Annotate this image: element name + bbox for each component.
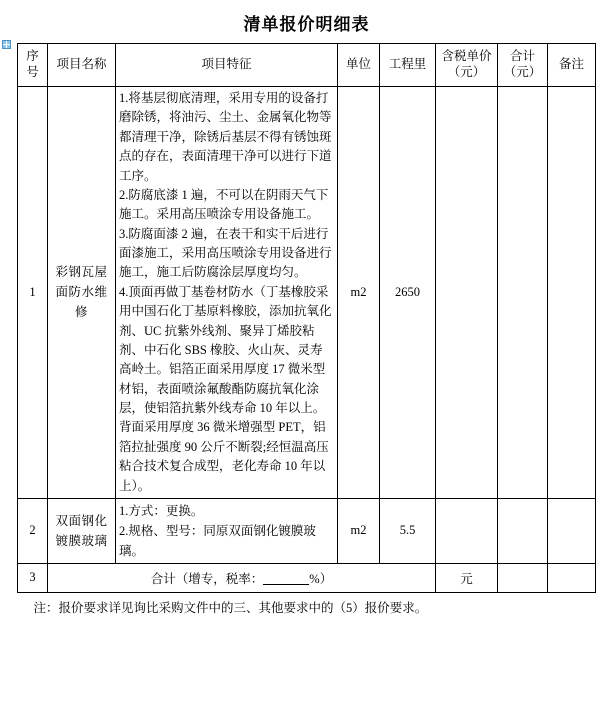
feature-paragraph-3: 3.防腐面漆 2 遍，在表干和实干后进行面漆施工，采用高压喷涂专用设备进行施工，施工后防腐涂层厚度均匀。	[119, 226, 332, 280]
column-header-name: 项目名称	[48, 44, 116, 87]
cell-summary-unit: 元	[436, 563, 498, 592]
column-header-quantity: 工程里	[380, 44, 436, 87]
quote-detail-table	[17, 43, 596, 593]
tax-rate-input[interactable]	[263, 572, 309, 585]
cell-quantity: 5.5	[380, 498, 436, 563]
cell-unit-price[interactable]	[436, 87, 498, 499]
cell-summary-label	[48, 563, 436, 592]
column-header-feature: 项目特征	[116, 44, 338, 87]
feature-paragraph-2: 2.防腐底漆 1 遍，不可以在阴雨天气下施工。采用高压喷涂专用设备施工。	[119, 187, 329, 222]
table-summary-row	[18, 563, 596, 592]
cell-no: 2	[18, 498, 48, 563]
column-header-remark: 备注	[548, 44, 596, 87]
column-header-total-line1: 合计	[509, 49, 535, 64]
feature-paragraph-1: 1.方式：更换。	[119, 503, 204, 518]
page-title: 清单报价明细表	[243, 15, 370, 34]
cell-unit: m2	[338, 87, 380, 499]
feature-paragraph-1: 1.将基层彻底清理，采用专用的设备打磨除锈，将油污、尘土、金属氧化物等都清理干净，除锈后基层不得有锈蚀斑点的存在，表面清理干净可以进行下道工序。	[119, 91, 332, 183]
cell-no: 3	[18, 563, 48, 592]
cell-total[interactable]	[498, 87, 548, 499]
column-header-unit-price-line1: 含税单价	[441, 49, 492, 64]
cell-summary-total[interactable]	[498, 563, 548, 592]
summary-label-suffix: %）	[309, 571, 333, 586]
cell-summary-remark[interactable]	[548, 563, 596, 592]
column-header-total	[498, 44, 548, 87]
cell-unit-price[interactable]	[436, 498, 498, 563]
column-header-total-line2: （元）	[503, 65, 542, 79]
footer-note: 注：报价要求详见询比采购文件中的三、其他要求中的（5）报价要求。	[33, 600, 428, 615]
cell-remark[interactable]	[548, 498, 596, 563]
feature-paragraph-4: 4.顶面再做丁基卷材防水（丁基橡胶采用中国石化丁基原料橡胶，添加抗氧化剂、UC 抗紫外线剂、聚异丁烯胶粘剂、中石化 SBS 橡胶、火山灰、灵寿高岭土。铝箔正面采用厚度 17 微米型材铝，表面喷涂氟酸酯防腐抗氧化涂层，使铝箔抗紫外线寿命 10 年以上。背面采用厚度 36 微米增强型 PET，铝箔拉扯强度 90 公斤不断裂;经恒温高压粘合技术复合成型，老化寿命 10 年以上）。	[119, 284, 332, 493]
column-header-unit-price-line2: （元）	[447, 65, 486, 79]
cell-item-name: 彩钢瓦屋面防水维修	[48, 87, 116, 499]
selection-handle-icon[interactable]	[2, 40, 11, 49]
column-header-no: 序号	[18, 44, 48, 87]
table-header-row	[18, 44, 596, 87]
table-header	[18, 44, 596, 87]
column-header-unit-price	[436, 44, 498, 87]
table-row	[18, 87, 596, 499]
cell-unit: m2	[338, 498, 380, 563]
cell-item-features	[116, 498, 338, 563]
cell-no: 1	[18, 87, 48, 499]
cell-item-features	[116, 87, 338, 499]
column-header-unit: 单位	[338, 44, 380, 87]
feature-paragraph-2: 2.规格、型号：同原双面钢化镀膜玻璃。	[119, 523, 316, 558]
table-body	[18, 87, 596, 593]
cell-item-name: 双面钢化镀膜玻璃	[48, 498, 116, 563]
table-row	[18, 498, 596, 563]
summary-label-prefix: 合计（增专，税率：	[150, 571, 264, 586]
cell-remark[interactable]	[548, 87, 596, 499]
cell-total[interactable]	[498, 498, 548, 563]
cell-quantity: 2650	[380, 87, 436, 499]
